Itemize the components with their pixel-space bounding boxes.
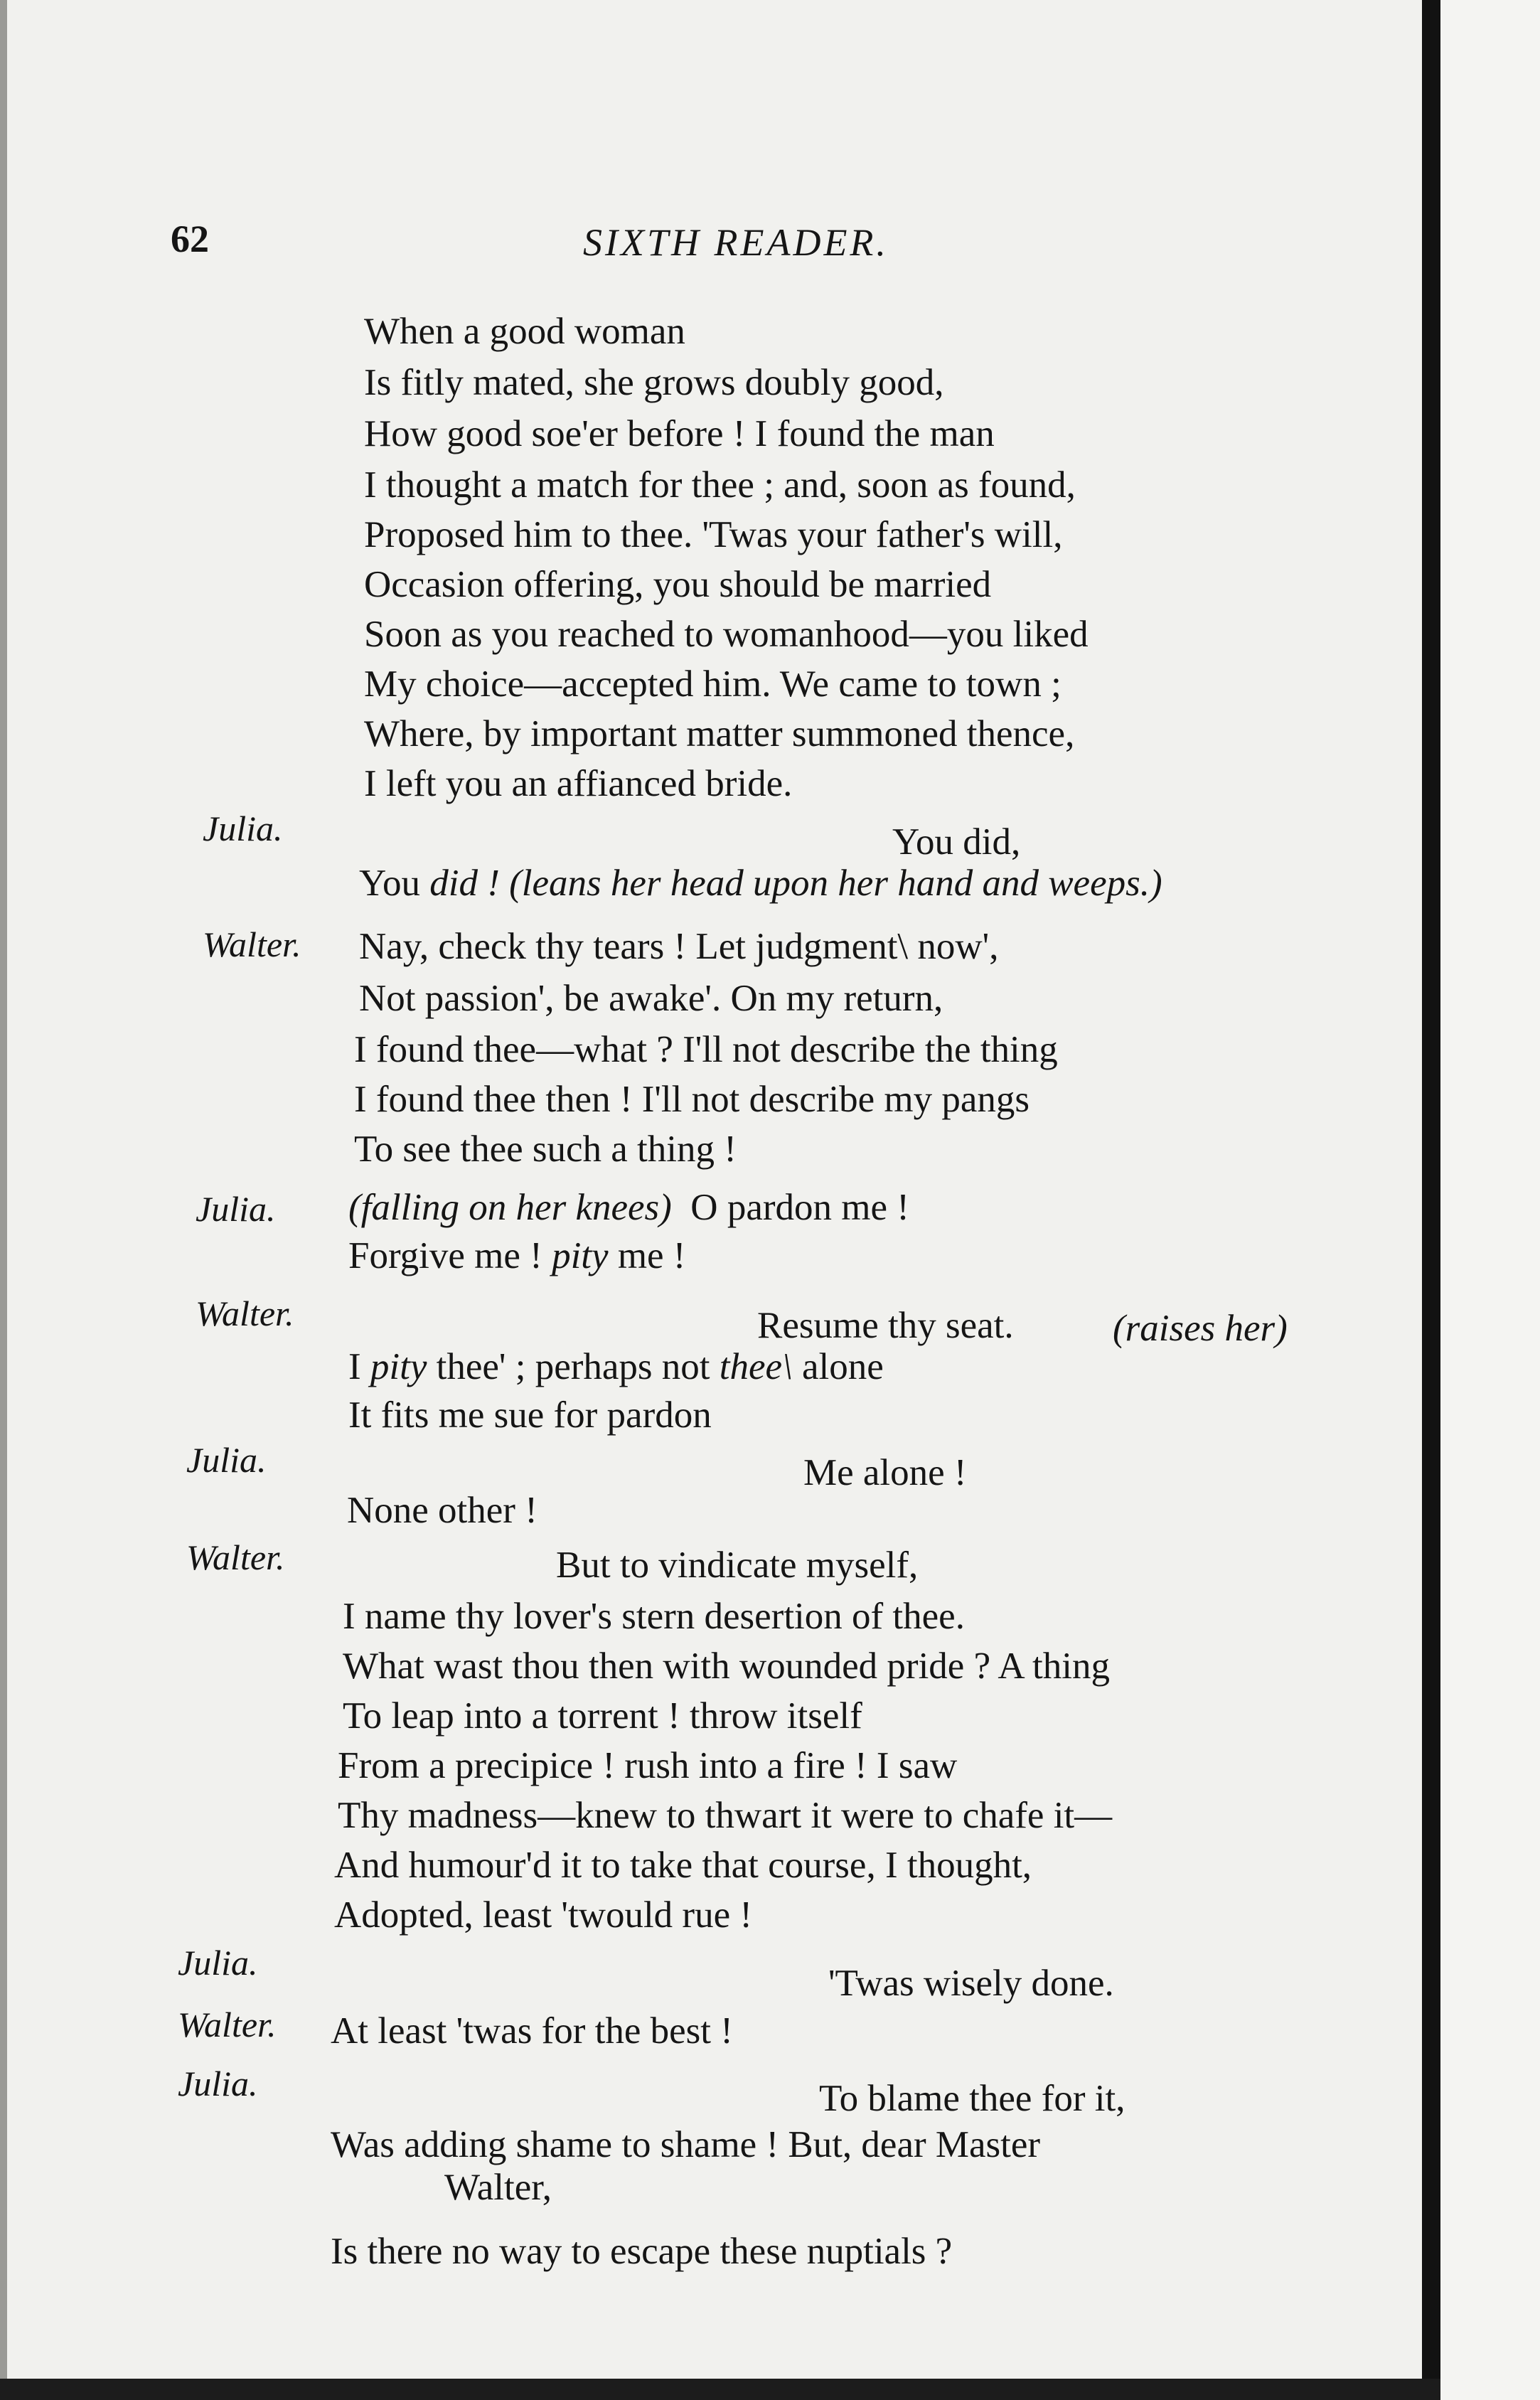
word: I xyxy=(348,1346,361,1387)
verse-line: My choice—accepted him. We came to town ; xyxy=(364,663,1062,705)
emphasis: did ! xyxy=(429,863,500,904)
word: thee' ; perhaps not xyxy=(436,1346,710,1387)
speaker-julia: Julia. xyxy=(186,1440,267,1480)
word: You xyxy=(359,863,420,904)
verse-line: At least 'twas for the best ! xyxy=(331,2010,733,2052)
speaker-julia: Julia. xyxy=(196,1189,276,1229)
verse-line: Where, by important matter summoned thence, xyxy=(364,713,1075,754)
verse-line: Thy madness—knew to thwart it were to chafe it— xyxy=(338,1795,1113,1836)
emphasis: pity xyxy=(552,1235,609,1276)
verse-line: When a good woman xyxy=(364,311,685,352)
speaker-walter: Walter. xyxy=(203,924,301,964)
verse-line: You did, xyxy=(892,821,1021,863)
verse-line: Walter, xyxy=(444,2167,552,2208)
speaker-walter: Walter. xyxy=(178,2005,277,2044)
stage-direction: (raises her) xyxy=(1113,1308,1288,1349)
verse-line: Adopted, least 'twould rue ! xyxy=(334,1894,752,1936)
page-left-edge-shadow xyxy=(0,0,7,2400)
verse-line: Nay, check thy tears ! Let judgment\ now', xyxy=(359,926,999,967)
verse-line xyxy=(348,1237,685,1275)
verse-line: I thought a match for thee ; and, soon as found, xyxy=(364,464,1076,506)
verse-line: I found thee then ! I'll not describe my pangs xyxy=(354,1079,1030,1120)
verse-line: How good soe'er before ! I found the man xyxy=(364,413,995,454)
speaker-julia: Julia. xyxy=(178,1943,258,1983)
running-head: SIXTH READER. xyxy=(583,221,889,264)
verse-line: Me alone ! xyxy=(803,1452,967,1493)
speaker-julia: Julia. xyxy=(203,809,283,848)
scan-margin xyxy=(1440,0,1540,2400)
speaker-walter: Walter. xyxy=(196,1294,294,1333)
speaker-walter: Walter. xyxy=(186,1537,285,1577)
speaker-julia: Julia. xyxy=(178,2064,258,2103)
verse-line: 'Twas wisely done. xyxy=(828,1963,1114,2004)
verse-line: Resume thy seat. xyxy=(757,1305,1014,1346)
verse-line: I name thy lover's stern desertion of thee. xyxy=(343,1596,965,1637)
stage-direction: (leans her head upon her hand and weeps.) xyxy=(509,863,1162,904)
verse-line: And humour'd it to take that course, I thought, xyxy=(334,1845,1032,1886)
verse-line: Is there no way to escape these nuptials ? xyxy=(331,2231,953,2272)
verse-line xyxy=(348,1189,909,1227)
word: alone xyxy=(802,1346,884,1387)
binding-edge xyxy=(1422,0,1440,2400)
verse-line: What wast thou then with wounded pride ? A thing xyxy=(343,1646,1110,1687)
verse-line: But to vindicate myself, xyxy=(556,1545,919,1586)
stage-direction: (falling on her knees) xyxy=(348,1187,672,1228)
verse-line: Was adding shame to shame ! But, dear Master xyxy=(331,2124,1041,2165)
verse-line: Proposed him to thee. 'Twas your father's will, xyxy=(364,514,1063,555)
verse-line: Is fitly mated, she grows doubly good, xyxy=(364,362,944,403)
verse-line: It fits me sue for pardon xyxy=(348,1394,712,1436)
emphasis: thee\ xyxy=(719,1346,793,1387)
verse-line: None other ! xyxy=(347,1490,538,1531)
verse-line: To blame thee for it, xyxy=(819,2078,1125,2119)
page-bottom-edge xyxy=(0,2379,1440,2400)
verse-line: Soon as you reached to womanhood—you liked xyxy=(364,614,1089,655)
verse-line xyxy=(359,865,1162,902)
verse-line: Not passion', be awake'. On my return, xyxy=(359,978,943,1019)
verse-line: I found thee—what ? I'll not describe the thing xyxy=(354,1029,1058,1070)
page-number: 62 xyxy=(171,218,209,260)
word: Forgive me ! xyxy=(348,1235,542,1276)
word: O pardon me ! xyxy=(690,1187,909,1228)
verse-line: I left you an affianced bride. xyxy=(364,763,793,804)
verse-line: Occasion offering, you should be married xyxy=(364,564,992,605)
verse-line: To leap into a torrent ! throw itself xyxy=(343,1695,862,1737)
word: me ! xyxy=(617,1235,686,1276)
emphasis: pity xyxy=(370,1346,427,1387)
verse-line xyxy=(348,1348,884,1386)
verse-line: From a precipice ! rush into a fire ! I saw xyxy=(338,1745,958,1786)
verse-line: To see thee such a thing ! xyxy=(354,1129,737,1170)
